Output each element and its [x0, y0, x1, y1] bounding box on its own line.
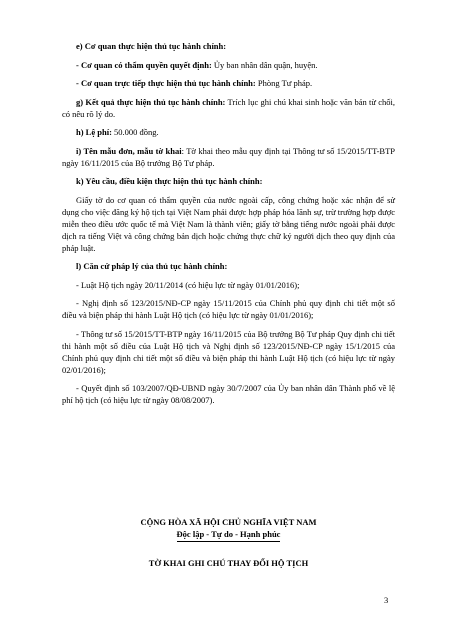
- legal-basis-item: - Luật Hộ tịch ngày 20/11/2014 (có hiệu lực từ ngày 01/01/2016);: [76, 279, 300, 290]
- national-motto-text: Độc lập - Tự do - Hạnh phúc: [177, 528, 281, 542]
- section-e-heading: e) Cơ quan thực hiện thủ tục hành chính:: [76, 41, 227, 51]
- section-k-body: Giấy tờ do cơ quan có thẩm quyền của nước ngoài cấp, công chứng hoặc xác nhận để sử dụng cho việc đăng ký hộ tịch tại Việt Nam phải được hợp pháp hóa lãnh sự, trừ trường hợp được miễn theo điều ước quốc tế mà Việt Nam là thành viên; giấy tờ bằng tiếng nước ngoài phải được dịch ra tiếng Việt và công chứng bản dịch hoặc chứng thực chữ ký người dịch theo quy định của pháp luật.: [62, 194, 395, 253]
- section-e-executor-value: Phòng Tư pháp.: [255, 78, 313, 88]
- section-i: [62, 145, 395, 169]
- section-g-value: Trích lục ghi chú khai sinh hoặc văn bản từ chối, có nêu rõ lý do.: [62, 96, 395, 119]
- section-e-authority-label: - Cơ quan có thẩm quyền quyết định:: [76, 59, 212, 70]
- national-motto: [62, 528, 395, 542]
- section-h-label: h) Lệ phí:: [76, 127, 112, 137]
- section-i-value: : Tờ khai theo mẫu quy định tại Thông tư số 15/2015/TT-BTP ngày 16/11/2015 của Bộ trưởng Bộ Tư pháp.: [62, 145, 395, 168]
- document-body: [62, 40, 395, 413]
- section-e-executor: [62, 77, 395, 89]
- section-e-authority: [62, 59, 395, 71]
- section-g: [62, 96, 395, 120]
- form-title: TỜ KHAI GHI CHÚ THAY ĐỔI HỘ TỊCH: [148, 558, 309, 568]
- section-e-executor-label: - Cơ quan trực tiếp thực hiện thủ tục hành chính:: [76, 78, 256, 88]
- section-g-label: g) Kết quả thực hiện thủ tục hành chính:: [76, 96, 226, 107]
- section-e-authority-value: Ủy ban nhân dân quận, huyện.: [211, 59, 318, 70]
- legal-basis-item: - Thông tư số 15/2015/TT-BTP ngày 16/11/2015 của Bộ trưởng Bộ Tư pháp Quy định chi tiết thi hành một số điều của Luật Hộ tịch và Nghị định số 123/2015/NĐ-CP ngày 15/1/2015 của Chính phủ quy định chi tiết một số điều và biện pháp thi hành Luật Hộ tịch (có hiệu lực từ ngày 02/01/2016);: [62, 328, 395, 375]
- section-l-heading: l) Căn cứ pháp lý của thủ tục hành chính:: [76, 261, 228, 271]
- page-number: 3: [384, 595, 389, 605]
- legal-basis-item: - Quyết định số 103/2007/QĐ-UBND ngày 30/7/2007 của Ủy ban nhân dân Thành phố về lệ phí hộ tịch (có hiệu lực từ ngày 08/08/2007).: [62, 383, 395, 405]
- legal-basis-item: - Nghị định số 123/2015/NĐ-CP ngày 15/11/2015 của Chính phủ quy định chi tiết một số điều và biện pháp thi hành Luật Hộ tịch (có hiệu lực từ ngày 01/01/2016);: [62, 298, 395, 320]
- section-k-heading: k) Yêu cầu, điều kiện thực hiện thủ tục hành chính:: [76, 176, 263, 186]
- section-h: [62, 126, 395, 138]
- section-i-label: i) Tên mẫu đơn, mẫu tờ khai: [76, 145, 182, 156]
- republic-title: CỘNG HÒA XÃ HỘI CHỦ NGHĨA VIỆT NAM: [140, 517, 317, 527]
- section-h-value: 50.000 đồng.: [111, 127, 159, 137]
